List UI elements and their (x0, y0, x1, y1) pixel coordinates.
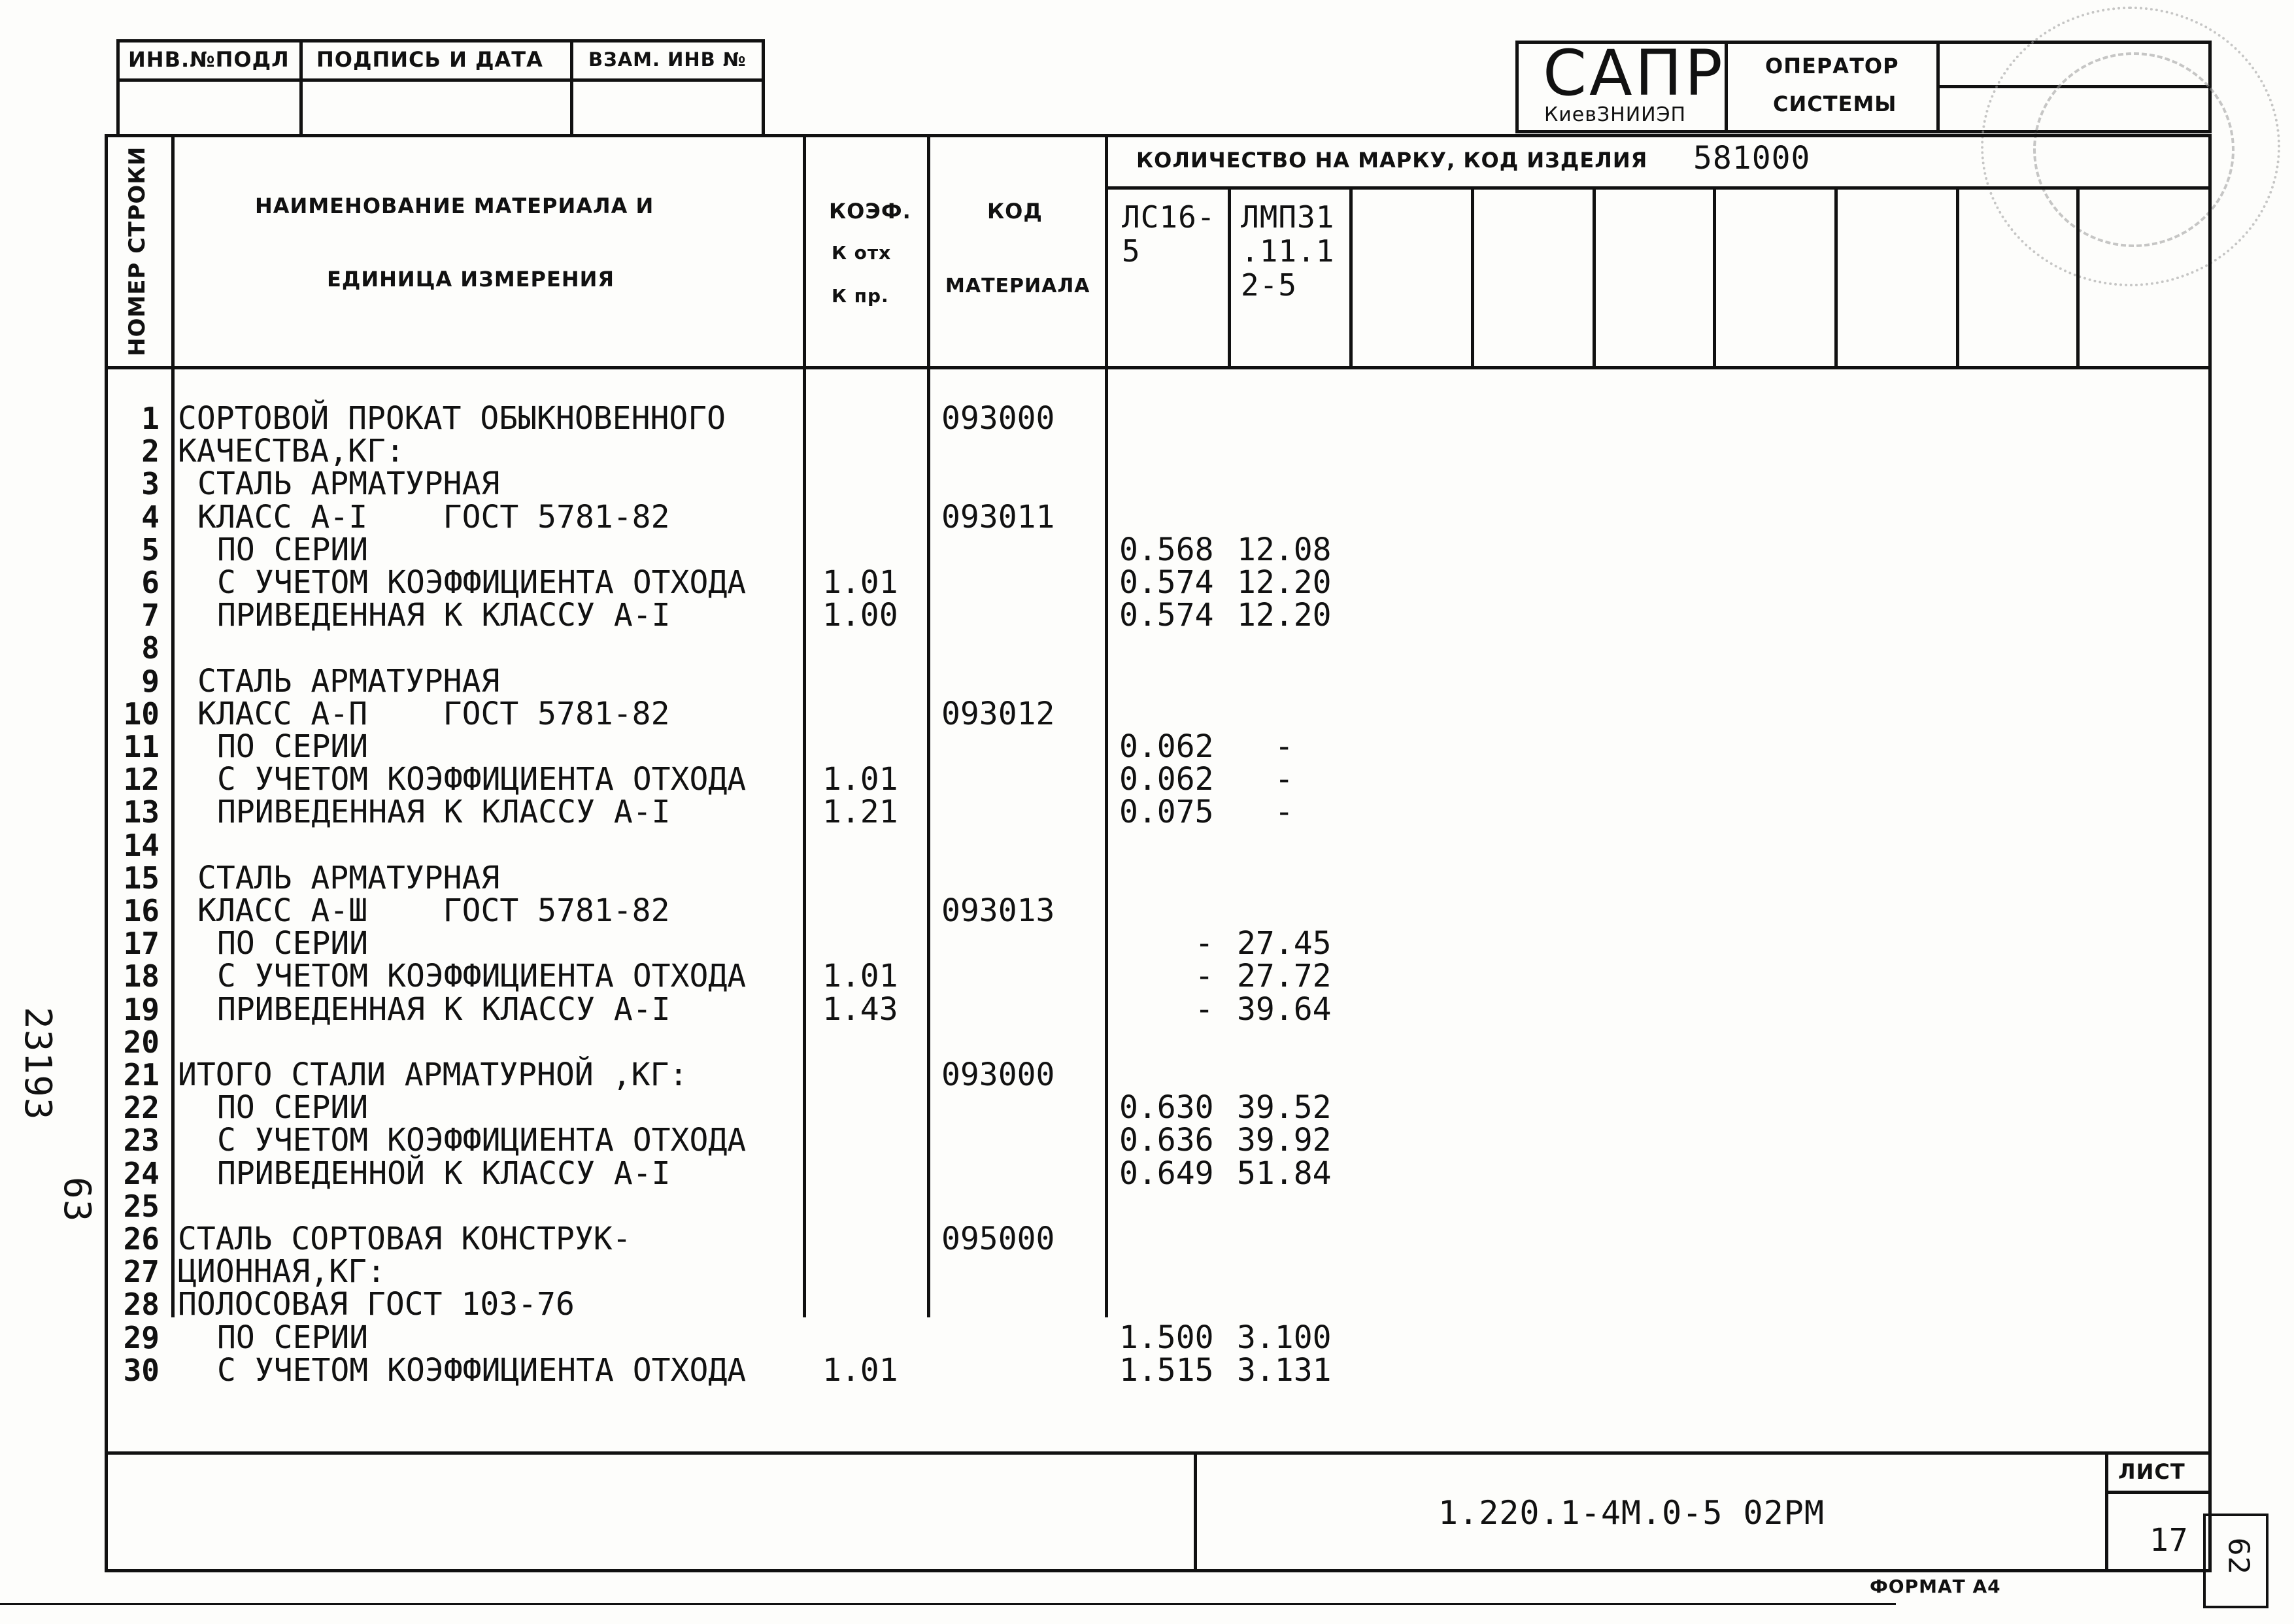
row-value-mark-1: - (1119, 990, 1214, 1028)
row-material-name: СТАЛЬ АРМАТУРНАЯ (197, 662, 500, 700)
row-value-mark-1: 0.574 (1119, 597, 1214, 634)
kod-header-2: МАТЕРИАЛА (945, 275, 1090, 297)
row-material-name: ПРИВЕДЕННАЯ К КЛАССУ А-I (217, 794, 671, 831)
footer-block (105, 1451, 2212, 1572)
koef-header-2: К отх (832, 242, 892, 263)
row-number: 22 (123, 1090, 160, 1126)
row-material-code: 095000 (941, 1221, 1055, 1257)
row-material-code: 093000 (941, 400, 1055, 437)
operator-label-1: ОПЕРАТОР (1765, 54, 1899, 78)
row-value-mark-2: 39.64 (1237, 990, 1332, 1028)
row-value-mark-1: 0.630 (1119, 1089, 1214, 1126)
row-number: 27 (123, 1254, 160, 1290)
row-material-name: С УЧЕТОМ КОЭФФИЦИЕНТА ОТХОДА (217, 761, 747, 798)
margin-number-a: 23193 (16, 1007, 59, 1121)
row-material-name: СТАЛЬ АРМАТУРНАЯ (197, 465, 500, 503)
mark-col (1349, 186, 1353, 369)
divider (570, 39, 573, 137)
row-number: 29 (123, 1319, 160, 1355)
row-value-mark-1: 0.062 (1119, 728, 1214, 765)
row-number: 8 (141, 630, 160, 666)
row-material-name: СТАЛЬ АРМАТУРНАЯ (197, 859, 500, 896)
row-value-mark-2: 39.52 (1237, 1089, 1332, 1126)
qty-header-line (1105, 186, 2212, 190)
row-material-name: ИТОГО СТАЛИ АРМАТУРНОЙ ,КГ: (178, 1057, 688, 1093)
row-material-name: ПО СЕРИИ (217, 728, 369, 765)
inv-podl-label: ИНВ.№ПОДЛ (128, 47, 290, 72)
row-material-name: ПО СЕРИИ (217, 1319, 369, 1356)
row-value-mark-1: 0.649 (1119, 1155, 1214, 1192)
sapr-subtitle: КиевЗНИИЭП (1544, 103, 1687, 126)
row-material-name: ПО СЕРИИ (217, 531, 369, 568)
row-coefficient: 1.01 (822, 1351, 898, 1389)
row-material-name: КАЧЕСТВА,КГ: (178, 433, 405, 470)
name-header-1: НАИМЕНОВАНИЕ МАТЕРИАЛА И (255, 194, 654, 218)
row-number: 13 (123, 794, 160, 830)
row-value-mark-2: 3.100 (1237, 1319, 1332, 1356)
row-value-mark-1: 0.568 (1119, 531, 1214, 568)
row-value-mark-1: 0.075 (1119, 794, 1214, 831)
row-value-mark-1: 1.500 (1119, 1319, 1214, 1356)
row-value-mark-1: - (1119, 958, 1214, 995)
footer-divider (2105, 1451, 2108, 1572)
row-material-name: С УЧЕТОМ КОЭФФИЦИЕНТА ОТХОДА (217, 958, 747, 995)
document-code: 1.220.1-4М.0-5 02РМ (1438, 1494, 1825, 1532)
row-material-name: ПРИВЕДЕННАЯ К КЛАССУ А-I (217, 990, 671, 1028)
mark-column-2: ЛМП31 .11.1 2-5 (1241, 199, 1335, 303)
col-line-name (803, 134, 806, 1317)
col-line-koef (927, 134, 930, 1317)
row-material-name: СОРТОВОЙ ПРОКАТ ОБЫКНОВЕННОГО (178, 400, 726, 437)
row-material-name: ЦИОННАЯ,КГ: (178, 1253, 386, 1291)
row-number: 16 (123, 893, 160, 928)
row-number: 23 (123, 1123, 160, 1159)
row-number: 17 (123, 926, 160, 962)
mark-col (1956, 186, 1959, 369)
row-number: 26 (123, 1221, 160, 1257)
row-value-mark-2: 3.131 (1237, 1351, 1332, 1389)
name-header-2: ЕДИНИЦА ИЗМЕРЕНИЯ (327, 267, 615, 292)
row-value-mark-1: 1.515 (1119, 1351, 1214, 1389)
row-material-name: КЛАСС А-П ГОСТ 5781-82 (197, 695, 670, 732)
row-number: 18 (123, 958, 160, 994)
row-material-name: ПРИВЕДЕННАЯ К КЛАССУ А-I (217, 597, 671, 634)
row-value-mark-2: - (1237, 728, 1294, 765)
row-coefficient: 1.00 (822, 597, 898, 634)
koef-header-3: К пр. (832, 285, 889, 307)
sapr-logo: САПР (1543, 37, 1725, 110)
row-material-name: ПОЛОСОВАЯ ГОСТ 103-76 (178, 1286, 575, 1323)
row-number: 14 (123, 827, 160, 863)
sheet-label: ЛИСТ (2118, 1459, 2185, 1484)
side-page-number: 62 (2221, 1537, 2255, 1576)
row-number: 2 (141, 433, 160, 469)
row-value-mark-1: 0.574 (1119, 564, 1214, 601)
row-value-mark-2: 27.45 (1237, 925, 1332, 962)
mark-column-1: ЛС16- 5 (1122, 199, 1216, 269)
mark-col (1713, 186, 1716, 369)
scan-edge-line (0, 1603, 1896, 1605)
mark-col (1471, 186, 1474, 369)
row-value-mark-2: 12.08 (1237, 531, 1332, 568)
row-material-name: СТАЛЬ СОРТОВАЯ КОНСТРУК- (178, 1221, 632, 1257)
row-value-mark-2: 39.92 (1237, 1122, 1332, 1159)
divider (116, 78, 765, 82)
row-number: 21 (123, 1057, 160, 1092)
row-value-mark-2: 12.20 (1237, 564, 1332, 601)
row-coefficient: 1.43 (822, 990, 898, 1028)
row-number: 12 (123, 762, 160, 798)
qty-header-code: 581000 (1693, 140, 1811, 177)
mark-col (2076, 186, 2080, 369)
mark-col (1228, 186, 1231, 369)
vzam-label: ВЗАМ. ИНВ № (588, 48, 747, 71)
row-number: 7 (141, 598, 160, 634)
mark-col (1593, 186, 1596, 369)
koef-header-1: КОЭФ. (829, 199, 911, 224)
row-value-mark-2: - (1237, 761, 1294, 798)
divider (299, 39, 303, 137)
row-value-mark-2: 51.84 (1237, 1155, 1332, 1192)
row-number: 15 (123, 860, 160, 896)
row-number: 3 (141, 466, 160, 502)
row-number: 10 (123, 696, 160, 732)
row-number: 30 (123, 1352, 160, 1388)
row-coefficient: 1.01 (822, 564, 898, 601)
row-coefficient: 1.01 (822, 958, 898, 995)
row-material-name: С УЧЕТОМ КОЭФФИЦИЕНТА ОТХОДА (217, 1122, 747, 1159)
mark-col (1834, 186, 1838, 369)
margin-number-b: 63 (56, 1177, 98, 1223)
footer-divider (2105, 1491, 2212, 1494)
header-bottom-line (105, 366, 2212, 369)
row-material-name: ПО СЕРИИ (217, 1089, 369, 1126)
row-material-name: ПРИВЕДЕННОЙ К КЛАССУ А-I (217, 1155, 671, 1192)
qty-header-title: КОЛИЧЕСТВО НА МАРКУ, КОД ИЗДЕЛИЯ (1136, 148, 1648, 173)
row-number: 24 (123, 1155, 160, 1191)
row-number: 25 (123, 1188, 160, 1224)
row-material-code: 093012 (941, 695, 1055, 732)
podpis-label: ПОДПИСЬ И ДАТА (316, 47, 543, 72)
row-number: 19 (123, 991, 160, 1027)
row-number: 4 (141, 499, 160, 535)
sheet-number: 17 (2150, 1522, 2189, 1559)
operator-label-2: СИСТЕМЫ (1773, 92, 1897, 116)
row-value-mark-2: - (1237, 794, 1294, 831)
row-material-name: С УЧЕТОМ КОЭФФИЦИЕНТА ОТХОДА (217, 1351, 747, 1389)
row-value-mark-1: 0.636 (1119, 1122, 1214, 1159)
row-value-mark-2: 12.20 (1237, 597, 1332, 634)
row-material-name: С УЧЕТОМ КОЭФФИЦИЕНТА ОТХОДА (217, 564, 747, 601)
row-coefficient: 1.21 (822, 794, 898, 831)
row-material-name: КЛАСС А-I ГОСТ 5781-82 (197, 498, 670, 535)
row-material-name: КЛАСС А-Ш ГОСТ 5781-82 (197, 892, 670, 929)
row-number: 28 (123, 1287, 160, 1323)
row-value-mark-1: 0.062 (1119, 761, 1214, 798)
row-number: 11 (123, 729, 160, 764)
format-label: ФОРМАТ А4 (1870, 1576, 2001, 1597)
row-material-code: 093013 (941, 892, 1055, 929)
row-material-code: 093000 (941, 1057, 1055, 1093)
row-value-mark-1: - (1119, 925, 1214, 962)
row-number: 20 (123, 1024, 160, 1060)
footer-divider (1194, 1451, 1197, 1572)
row-material-code: 093011 (941, 498, 1055, 535)
kod-header-1: КОД (987, 199, 1043, 224)
row-value-mark-2: 27.72 (1237, 958, 1332, 995)
row-coefficient: 1.01 (822, 761, 898, 798)
row-number: 9 (141, 663, 160, 699)
row-material-name: ПО СЕРИИ (217, 925, 369, 962)
row-number-header: НОМЕР СТРОКИ (124, 146, 150, 356)
col-line-rowno (171, 134, 175, 1317)
row-number: 5 (141, 532, 160, 567)
col-line-kod (1105, 134, 1108, 1317)
row-number: 6 (141, 565, 160, 600)
row-number: 1 (141, 401, 160, 436)
